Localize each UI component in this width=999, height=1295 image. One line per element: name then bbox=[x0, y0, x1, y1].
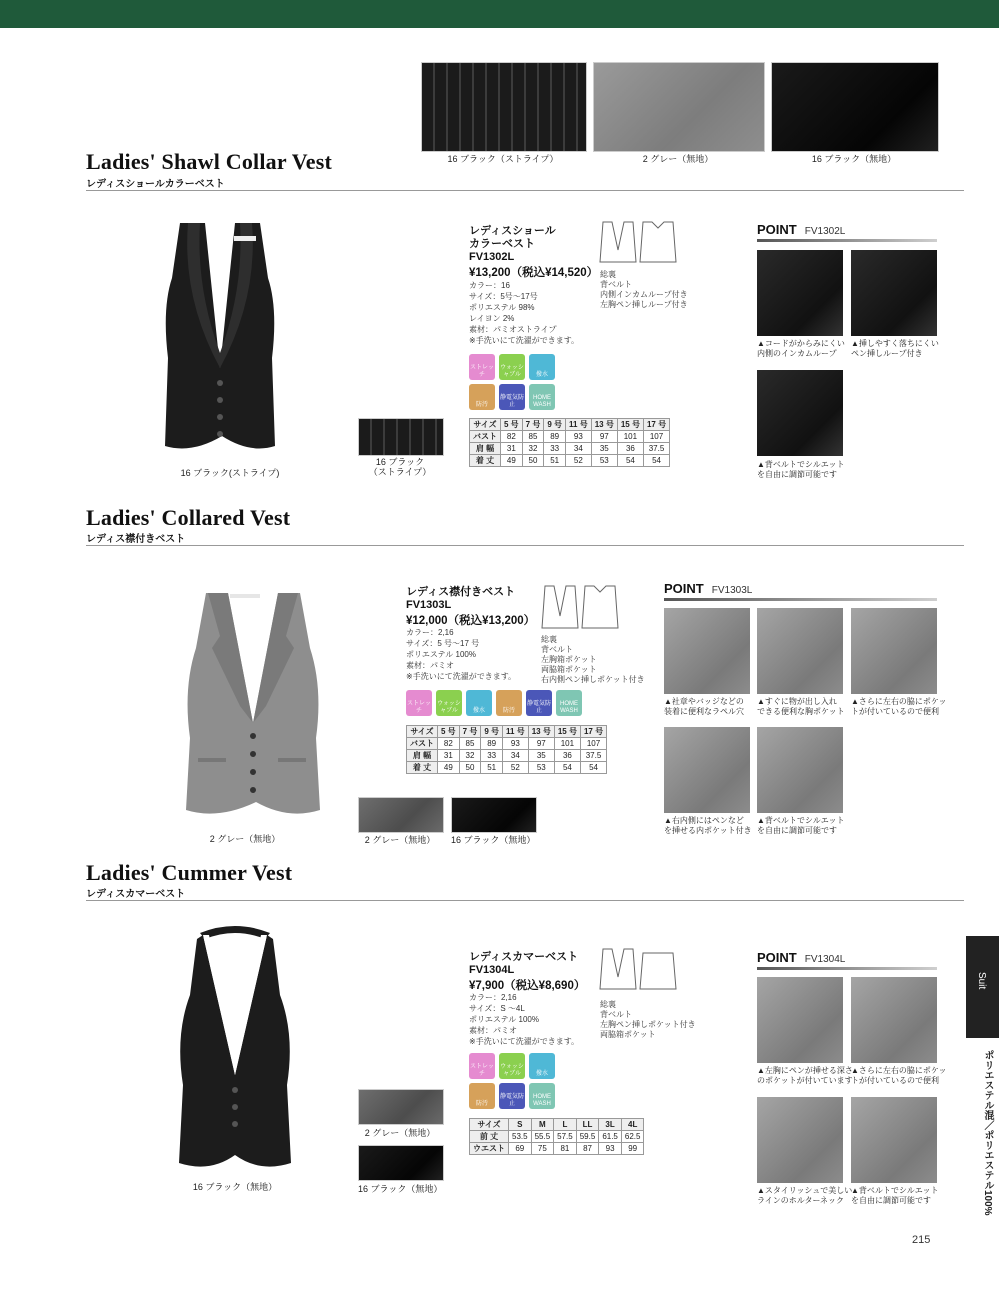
photo-caption: 16 ブラック（無地） bbox=[192, 1182, 278, 1192]
home-wash-icon: HOME WASH bbox=[556, 690, 582, 716]
detail-caption: ▲社章やバッジなどの 装着に便利なラペル穴 bbox=[664, 697, 744, 716]
detail-photo bbox=[664, 608, 750, 694]
vest-photo-cummer bbox=[165, 925, 305, 1177]
detail-photo bbox=[757, 250, 843, 336]
washable-icon: ウォッシャブル bbox=[499, 1053, 525, 1079]
swatch-gray bbox=[593, 62, 765, 152]
detail-photo bbox=[851, 250, 937, 336]
detail-photo bbox=[757, 977, 843, 1063]
size-table: サイズ S M L LL 3L 4L 前 丈 53.5 55.5 57.5 59.5 61.5 62.5 ウエスト 69 75 81 87 93 99 bbox=[469, 1118, 644, 1155]
product-specs: カラー：2,16 サイズ：S ～4L ポリエステル 100% 素材：パミオ ※手洗いにて洗濯ができます。 bbox=[469, 993, 580, 1046]
vest-diagram-icon bbox=[540, 584, 620, 632]
home-wash-icon: HOME WASH bbox=[529, 384, 555, 410]
stain-resist-icon: 防汚 bbox=[469, 384, 495, 410]
antistatic-icon: 静電気防止 bbox=[526, 690, 552, 716]
washable-icon: ウォッシャブル bbox=[499, 354, 525, 380]
washable-icon: ウォッシャブル bbox=[436, 690, 462, 716]
swatch-black-stripe bbox=[358, 418, 444, 456]
photo-caption: 16 ブラック(ストライプ) bbox=[180, 468, 280, 478]
vest-diagram-icon bbox=[598, 220, 678, 266]
home-wash-icon: HOME WASH bbox=[529, 1083, 555, 1109]
swatch-caption: 2 グレー（無地） bbox=[364, 835, 436, 845]
detail-caption: ▲スタイリッシュで美しい ラインのホルターネック bbox=[757, 1186, 853, 1205]
detail-photo bbox=[757, 1097, 843, 1183]
divider bbox=[86, 900, 964, 901]
swatch-gray bbox=[358, 1089, 444, 1125]
vest-photo-shawl bbox=[160, 218, 280, 458]
swatch-black bbox=[358, 1145, 444, 1181]
detail-photo bbox=[851, 977, 937, 1063]
product-name: レディス襟付きベスト bbox=[406, 586, 516, 598]
section-title: Ladies' Cummer Vest bbox=[86, 860, 293, 885]
stain-resist-icon: 防汚 bbox=[469, 1083, 495, 1109]
point-bar bbox=[757, 239, 937, 242]
water-repellent-icon: 撥水 bbox=[529, 354, 555, 380]
detail-photo bbox=[757, 370, 843, 456]
product-features: 総裏 背ベルト 内側インカムループ付き 左胸ペン挿しループ付き bbox=[600, 270, 688, 309]
section-title: Ladies' Collared Vest bbox=[86, 505, 291, 530]
point-heading: POINT FV1303L bbox=[664, 581, 753, 596]
section-title: Ladies' Shawl Collar Vest bbox=[86, 149, 333, 174]
care-icons bbox=[469, 1053, 555, 1109]
stretch-icon: ストレッチ bbox=[406, 690, 432, 716]
page-number: 215 bbox=[912, 1234, 931, 1246]
swatch-caption: 16 ブラック（無地） bbox=[358, 1184, 443, 1194]
swatch-gray bbox=[358, 797, 444, 833]
antistatic-icon: 静電気防止 bbox=[499, 384, 525, 410]
care-icons bbox=[469, 354, 555, 410]
size-table: サイズ 5 号 7 号 9 号 11 号 13 号 15 号 17 号 バスト 82 85 89 93 97 101 107 肩 幅 31 32 33 34 35 36 37.5 着 丈 49 50 51 52 53 54 54 bbox=[469, 418, 670, 467]
swatch-caption: 2 グレー（無地） bbox=[364, 1128, 436, 1138]
product-name: レディスカマーベスト bbox=[469, 951, 579, 963]
detail-caption: ▲さらに左右の脇にポケッ トが付いているので便利 bbox=[851, 697, 947, 716]
product-price: ¥13,200（税込¥14,520） bbox=[469, 267, 599, 279]
vest-photo-collared bbox=[178, 588, 328, 823]
swatch-caption: 16 ブラック （ストライプ） bbox=[368, 457, 432, 477]
point-heading: POINT FV1302L bbox=[757, 222, 846, 237]
divider bbox=[86, 545, 964, 546]
stretch-icon: ストレッチ bbox=[469, 354, 495, 380]
swatch-caption: 16 ブラック（無地） bbox=[451, 835, 536, 845]
product-specs: カラー：16 サイズ：5号～17号 ポリエステル 98% レイヨン 2% 素材：パミオストライプ ※手洗いにて洗濯ができます。 bbox=[469, 281, 580, 345]
detail-caption: ▲コードがからみにくい 内側のインカムループ bbox=[757, 339, 845, 358]
product-features: 総裏 背ベルト 左胸ペン挿しポケット付き 両脇箱ポケット bbox=[600, 1000, 696, 1039]
photo-caption: 2 グレー（無地） bbox=[209, 834, 281, 844]
detail-caption: ▲右内側にはペンなど を挿せる内ポケット付き bbox=[664, 816, 752, 835]
vest-diagram-icon bbox=[598, 947, 678, 993]
antistatic-icon: 静電気防止 bbox=[499, 1083, 525, 1109]
product-specs: カラー：2,16 サイズ：5 号～17 号 ポリエステル 100% 素材：パミオ ※手洗いにて洗濯ができます。 bbox=[406, 628, 517, 681]
water-repellent-icon: 撥水 bbox=[529, 1053, 555, 1079]
swatch-black bbox=[451, 797, 537, 833]
side-text: ポリエステル混／ポリエステル100% bbox=[982, 1050, 993, 1216]
detail-caption: ▲背ベルトでシルエット を自由に調節可能です bbox=[757, 816, 845, 835]
detail-caption: ▲背ベルトでシルエット を自由に調節可能です bbox=[757, 460, 845, 479]
detail-photo bbox=[664, 727, 750, 813]
product-code: FV1304L bbox=[469, 964, 515, 976]
swatch-black bbox=[771, 62, 939, 152]
detail-photo bbox=[851, 1097, 937, 1183]
swatch-caption: 16 ブラック（ストライプ） bbox=[447, 154, 559, 164]
detail-photo bbox=[757, 727, 843, 813]
swatch-caption: 2 グレー（無地） bbox=[642, 154, 714, 164]
product-name: レディスショール カラーベスト bbox=[469, 225, 556, 250]
detail-caption: ▲背ベルトでシルエット を自由に調節可能です bbox=[851, 1186, 939, 1205]
detail-photo bbox=[851, 608, 937, 694]
detail-caption: ▲さらに左右の脇にポケッ トが付いているので便利 bbox=[851, 1066, 947, 1085]
detail-photo bbox=[757, 608, 843, 694]
point-bar bbox=[664, 598, 937, 601]
divider bbox=[86, 190, 964, 191]
product-price: ¥7,900（税込¥8,690） bbox=[469, 980, 586, 992]
product-code: FV1303L bbox=[406, 599, 452, 611]
product-features: 総裏 背ベルト 左胸箱ポケット 両脇箱ポケット 右内側ペン挿しポケット付き bbox=[541, 635, 645, 684]
section-subtitle: レディス襟付きベスト bbox=[86, 534, 186, 545]
section-subtitle: レディスカマーベスト bbox=[86, 889, 186, 900]
side-tab-label: Suit bbox=[976, 972, 987, 990]
point-bar bbox=[757, 967, 937, 970]
swatch-caption: 16 ブラック（無地） bbox=[811, 154, 897, 164]
product-code: FV1302L bbox=[469, 251, 515, 263]
water-repellent-icon: 撥水 bbox=[466, 690, 492, 716]
top-color-bar bbox=[0, 0, 999, 28]
detail-caption: ▲すぐに物が出し入れ できる便利な胸ポケット bbox=[757, 697, 845, 716]
side-tab bbox=[966, 936, 999, 1038]
point-heading: POINT FV1304L bbox=[757, 950, 846, 965]
detail-caption: ▲挿しやすく落ちにくい ペン挿しループ付き bbox=[851, 339, 939, 358]
size-table: サイズ 5 号 7 号 9 号 11 号 13 号 15 号 17 号 バスト 82 85 89 93 97 101 107 肩 幅 31 32 33 34 35 36 37.5 着 丈 49 50 51 52 53 54 54 bbox=[406, 725, 607, 774]
care-icons bbox=[406, 690, 582, 716]
swatch-black-stripe bbox=[421, 62, 587, 152]
stretch-icon: ストレッチ bbox=[469, 1053, 495, 1079]
stain-resist-icon: 防汚 bbox=[496, 690, 522, 716]
product-price: ¥12,000（税込¥13,200） bbox=[406, 615, 536, 627]
detail-caption: ▲左胸にペンが挿せる深さ のポケットが付いています bbox=[757, 1066, 853, 1085]
section-subtitle: レディスショールカラーベスト bbox=[86, 179, 225, 190]
